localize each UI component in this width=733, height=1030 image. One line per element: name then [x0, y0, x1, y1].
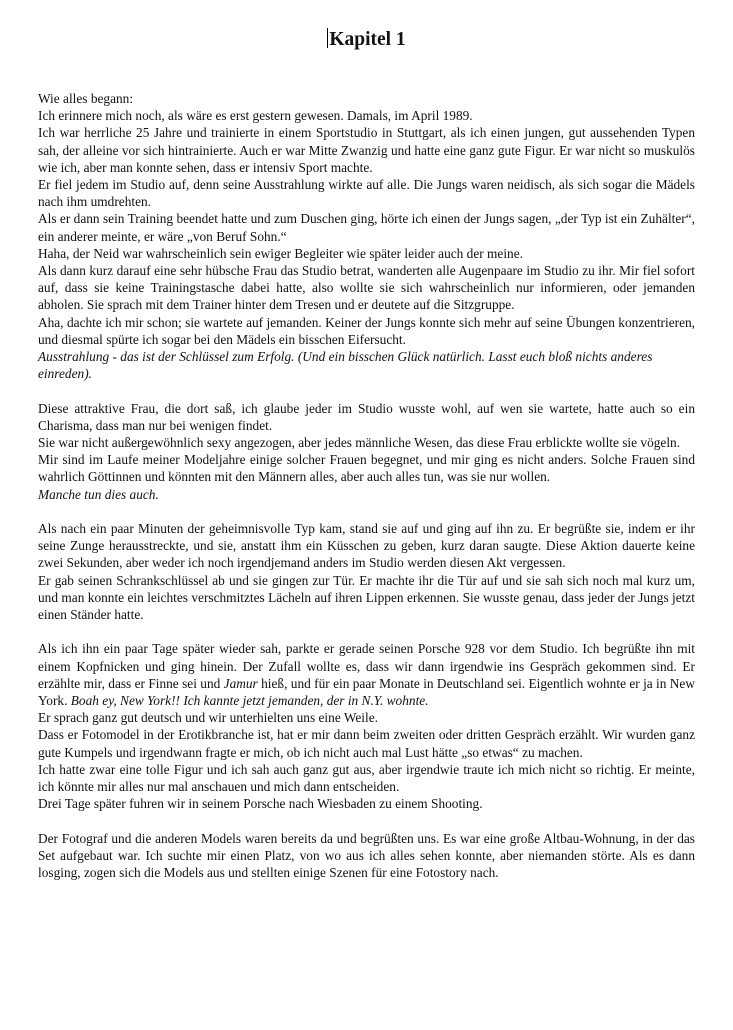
paragraph: Der Fotograf und die anderen Models waren bereits da und begrüßten uns. Es war eine große Altbau-Wohnung, in der das Set aufgebaut war. Ich suchte mir einen Platz, von wo aus ich alles sehen konnte, aber niemanden störte. Als es dann losging, zogen sich die Models aus und stellten einige Szenen für eine Fotostory nach. — [38, 830, 695, 881]
paragraph: Ich war herrliche 25 Jahre und trainierte in einem Sportstudio in Stuttgart, als ich einen jungen, gut aussehenden Typen sah, der alleine vor sich hintrainierte. Auch er war Mitte Zwanzig und hatte eine ganz gute Figur. Er war nicht so muskulös wie ich, aber man konnte sehen, dass er intensiv Sport machte. — [38, 125, 695, 175]
paragraph: Aha, dachte ich mir schon; sie wartete auf jemanden. Keiner der Jungs konnte sich mehr auf seine Übungen konzentrieren, und diesmal spürte ich sogar bei den Mädels ein bisschen Eifersucht. — [38, 314, 695, 347]
paragraph: Haha, der Neid war wahrscheinlich sein ewiger Begleiter wie später leider auch der meine. — [38, 245, 523, 261]
paragraph — [38, 640, 695, 709]
paragraph: Sie war nicht außergewöhnlich sexy angezogen, aber jedes männliche Wesen, das diese Frau erblickte wollte sie vögeln. — [38, 435, 681, 451]
paragraph: Er sprach ganz gut deutsch und wir unterhielten uns eine Weile. — [38, 710, 378, 726]
paragraph-segment: Boah ey, New York!! Ich kannte jetzt jemanden, der in N.Y. wohnte. — [70, 693, 429, 709]
paragraph: Ich erinnere mich noch, als wäre es erst gestern gewesen. Damals, im April 1989. — [38, 108, 473, 124]
paragraph: Wie alles begann: — [38, 91, 134, 106]
paragraph: Ich hatte zwar eine tolle Figur und ich sah auch ganz gut aus, aber irgendwie traute ich mich nicht so richtig. Er meinte, ich könnte mir alles nur mal anschauen und mich dann entscheiden. — [38, 761, 695, 795]
paragraph-segment: hieß, und für ein paar Monate in Deutschland sei. Eigentlich wohnte er ja in New York. — [38, 675, 695, 709]
paragraph-gap — [38, 503, 695, 520]
chapter-title-text: Kapitel 1 — [329, 29, 406, 50]
paragraph: Als er dann sein Training beendet hatte und zum Duschen ging, hörte ich einen der Jungs sagen, „der Typ ist ein Zuhälter“, ein anderer meinte, er wäre „von Beruf Sohn.“ — [38, 211, 695, 244]
paragraph: Er gab seinen Schrankschlüssel ab und sie gingen zur Tür. Er machte ihr die Tür auf und sie sah sich noch mal kurz um, und man konnte ein leichtes verschmitztes Lächeln auf ihren Lippen erkennen. Sie wusste genau, dass jeder der Jungs jetzt einen Ständer hatte. — [38, 572, 695, 623]
paragraph: Mir sind im Laufe meiner Modeljahre einige solcher Frauen begegnet, und mir ging es nicht anders. Solche Frauen sind wahrlich Göttinnen und könnten mit den Männern alles, aber auch alles tun, was sie nur wollen. — [38, 452, 695, 485]
paragraph-gap — [38, 382, 695, 399]
paragraph-gap — [38, 623, 695, 640]
paragraph: Ausstrahlung - das ist der Schlüssel zum Erfolg. (Und ein bisschen Glück natürlich. Lasst euch bloß nichts anderes einreden). — [38, 349, 653, 382]
document-body — [38, 90, 695, 881]
chapter-title — [38, 28, 695, 52]
paragraph: Als dann kurz darauf eine sehr hübsche Frau das Studio betrat, wanderten alle Augenpaare im Studio zu ihr. Mir fiel sofort auf, dass sie keine Trainingstasche dabei hatte, also wollte sie sich wahrscheinlich nur informieren, oder jemanden abholen. Sie sprach mit dem Trainer hinter dem Tresen und er deutete auf die Sitzgruppe. — [38, 263, 695, 313]
paragraph-segment: Jamur — [223, 675, 258, 691]
paragraph: Dass er Fotomodel in der Erotikbranche ist, hat er mir dann beim zweiten oder dritten Gespräch erzählt. Wir wurden ganz gute Kumpels und irgendwann fragte er mich, ob ich nicht auch mal Lust hätte „so etwas“ zu machen. — [38, 727, 695, 760]
paragraph: Manche tun dies auch. — [38, 486, 159, 502]
paragraph: Diese attraktive Frau, die dort saß, ich glaube jeder im Studio wusste wohl, auf wen sie wartete, hatte auch so ein Charisma, dass man nur bei wenigen findet. — [38, 400, 695, 433]
paragraph-segment: Als ich ihn ein paar Tage später wieder sah, parkte er gerade seinen Porsche 928 vor dem Studio. Ich begrüßte ihn mit einem Kopfnicken und ging hinein. Der Zufall wollte es, dass wir dann irgendwie ins Gespräch gekommen sind. Er erzählte mir, dass er Finne sei und — [38, 641, 695, 691]
paragraph-gap — [38, 812, 695, 829]
paragraph: Er fiel jedem im Studio auf, denn seine Ausstrahlung wirkte auf alle. Die Jungs waren neidisch, als sich sogar die Mädels nach ihm umdrehten. — [38, 177, 695, 210]
paragraph: Als nach ein paar Minuten der geheimnisvolle Typ kam, stand sie auf und ging auf ihn zu. Er begrüßte sie, indem er ihr seine Zunge herausstreckte, und sie, anstatt ihm ein Küsschen zu geben, kurz daran saugte. Diese Aktion dauerte keine zwei Sekunden, aber weder ich noch irgendjemand anders im Studio werden diesen Akt vergessen. — [38, 521, 695, 571]
paragraph: Drei Tage später fuhren wir in seinem Porsche nach Wiesbaden zu einem Shooting. — [38, 796, 483, 812]
